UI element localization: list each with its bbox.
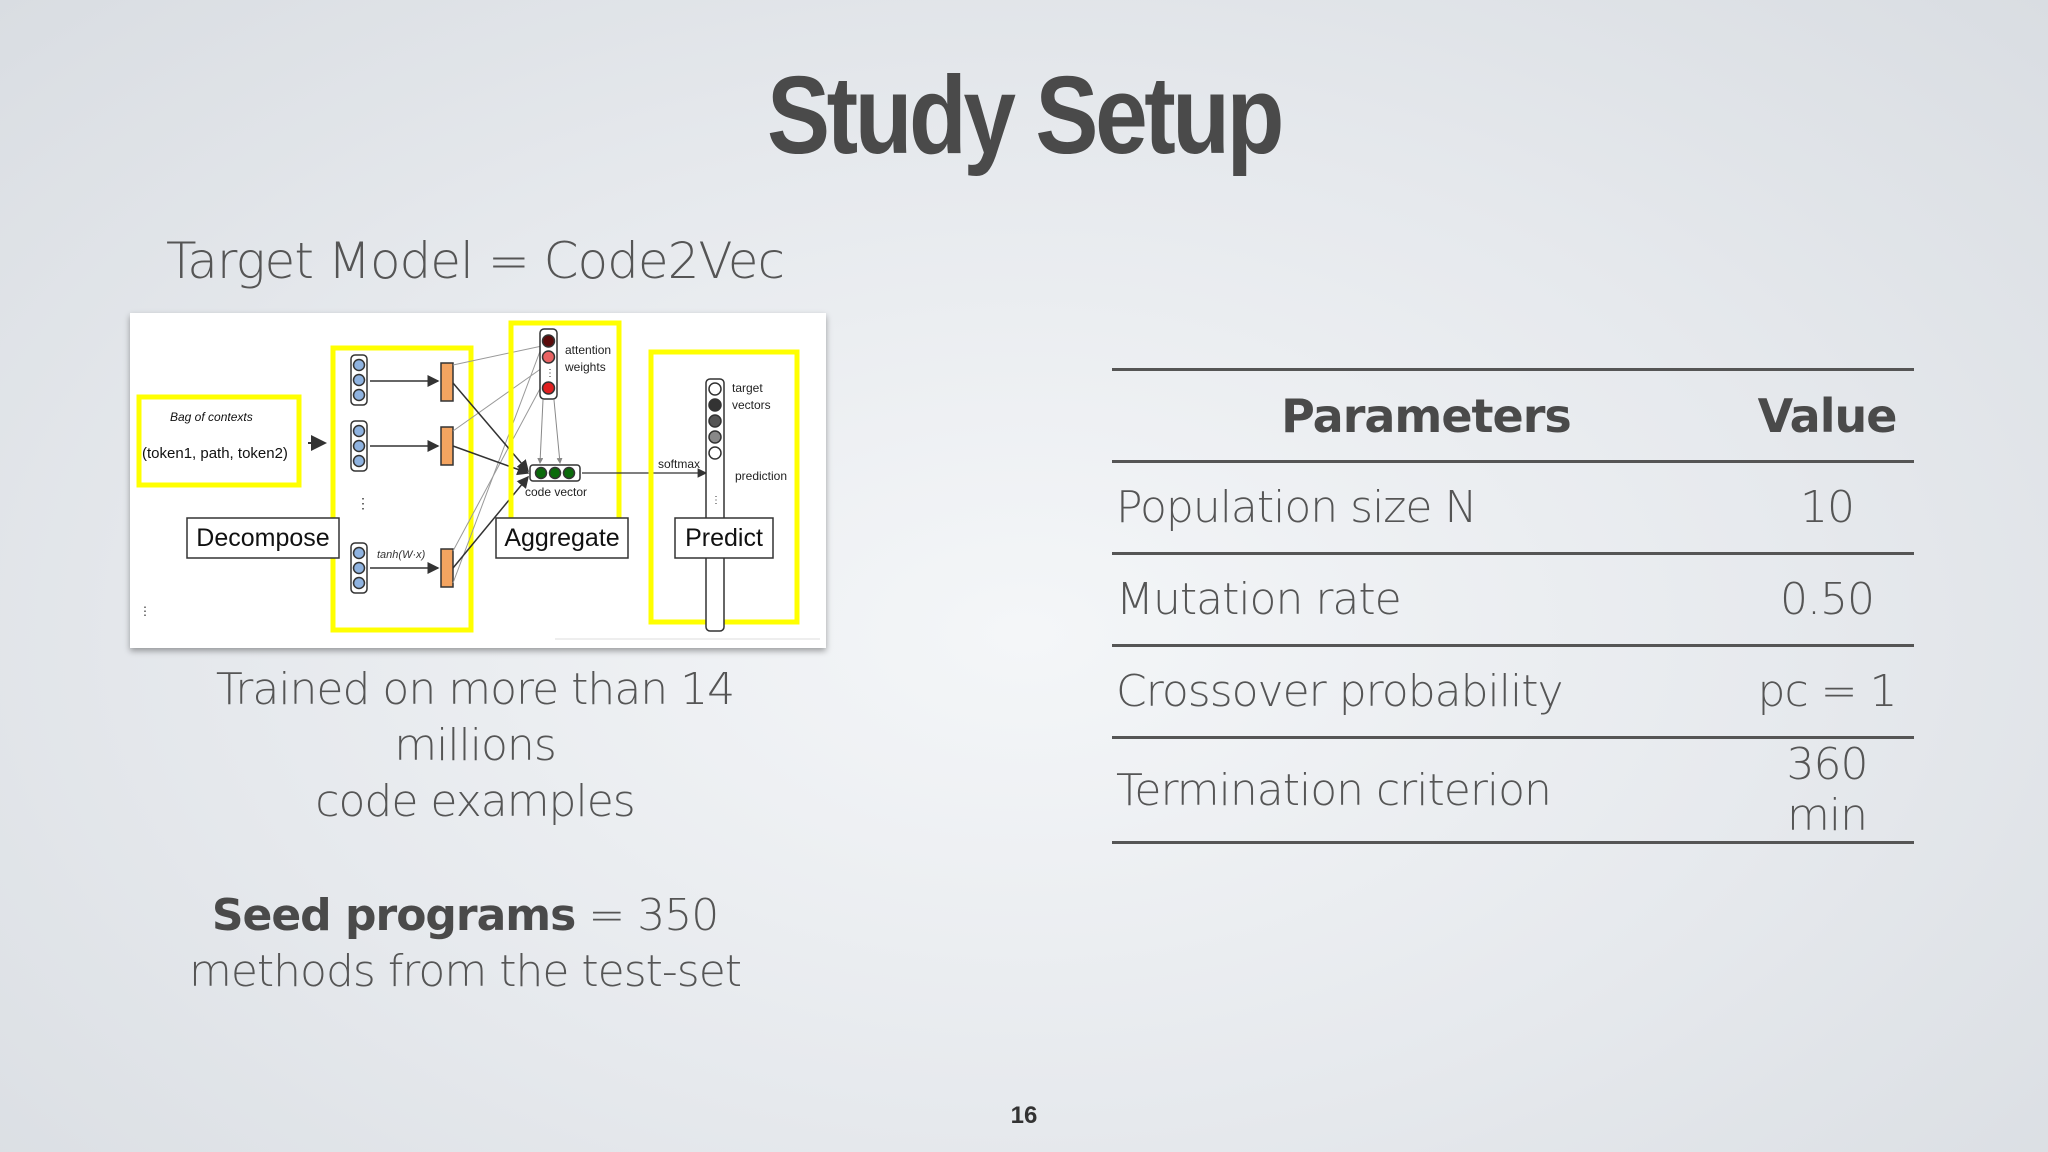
attention-arrow-1	[540, 400, 543, 463]
training-line-1: Trained on more than 14 millions	[215, 664, 735, 771]
seed-programs	[130, 888, 800, 1000]
combined-vector-1	[441, 363, 453, 401]
header-parameters: Parameters	[1112, 370, 1740, 462]
seed-line-2: methods from the test-set	[188, 946, 742, 997]
value-cell: 10	[1740, 462, 1914, 554]
param-cell: Population size N	[1112, 462, 1740, 554]
slide-title: Study Setup	[766, 54, 1282, 177]
diagram-svg	[130, 313, 826, 648]
code-vector-label: code vector	[525, 485, 588, 499]
tanh-label: tanh(W·x)	[377, 549, 426, 561]
predict-label: Predict	[685, 524, 763, 552]
seed-count: = 350	[575, 890, 719, 941]
decompose-label: Decompose	[196, 524, 330, 552]
aggregate-label: Aggregate	[504, 524, 620, 552]
page-number: 16	[1010, 1102, 1038, 1129]
code2vec-architecture-diagram	[130, 313, 826, 648]
param-cell: Termination criterion	[1112, 738, 1740, 843]
attention-label-1: attention	[565, 343, 612, 357]
attention-weights-vector	[540, 329, 557, 399]
seed-bold-label: Seed programs	[211, 890, 576, 941]
prediction-label: prediction	[735, 469, 788, 483]
softmax-label: softmax	[658, 457, 701, 471]
agg-arrow-2	[453, 446, 528, 473]
value-cell: pc = 1	[1740, 646, 1914, 738]
context-ellipsis: ⋮	[356, 495, 370, 511]
target-model-heading: Target Model = Code2Vec	[165, 232, 785, 290]
agg-arrow-1	[453, 383, 528, 471]
combined-vector-2	[441, 427, 453, 465]
seed-line-1	[130, 888, 800, 944]
table-row	[1112, 646, 1914, 738]
table-row	[1112, 462, 1914, 554]
attention-label-2: weights	[565, 360, 606, 374]
param-cell: Mutation rate	[1112, 554, 1740, 646]
context-vector-2	[351, 421, 367, 471]
code-vector	[530, 465, 580, 481]
training-line-2: code examples	[315, 776, 635, 827]
bag-of-contexts-label: Bag of contexts	[170, 410, 253, 424]
combined-vector-n	[441, 549, 453, 587]
parameters-table	[1112, 368, 1914, 844]
bag-tuple-label: (token1, path, token2)	[142, 445, 288, 462]
crop-ellipsis: ⋮	[139, 604, 151, 618]
param-cell: Crossover probability	[1112, 646, 1740, 738]
value-cell: 360 min	[1740, 738, 1914, 843]
header-value: Value	[1740, 370, 1914, 462]
attention-arrow-2	[554, 400, 560, 463]
table-row	[1112, 554, 1914, 646]
table-row	[1112, 738, 1914, 843]
table-header-row	[1112, 370, 1914, 462]
context-vector-1	[351, 355, 367, 405]
context-vector-n	[351, 543, 367, 593]
target-ellipsis: ⋮	[711, 495, 721, 506]
value-cell: 0.50	[1740, 554, 1914, 646]
target-label-2: vectors	[732, 398, 771, 412]
attention-ellipsis: ⋮	[545, 368, 555, 379]
training-description	[130, 662, 820, 830]
target-label-1: target	[732, 381, 763, 395]
